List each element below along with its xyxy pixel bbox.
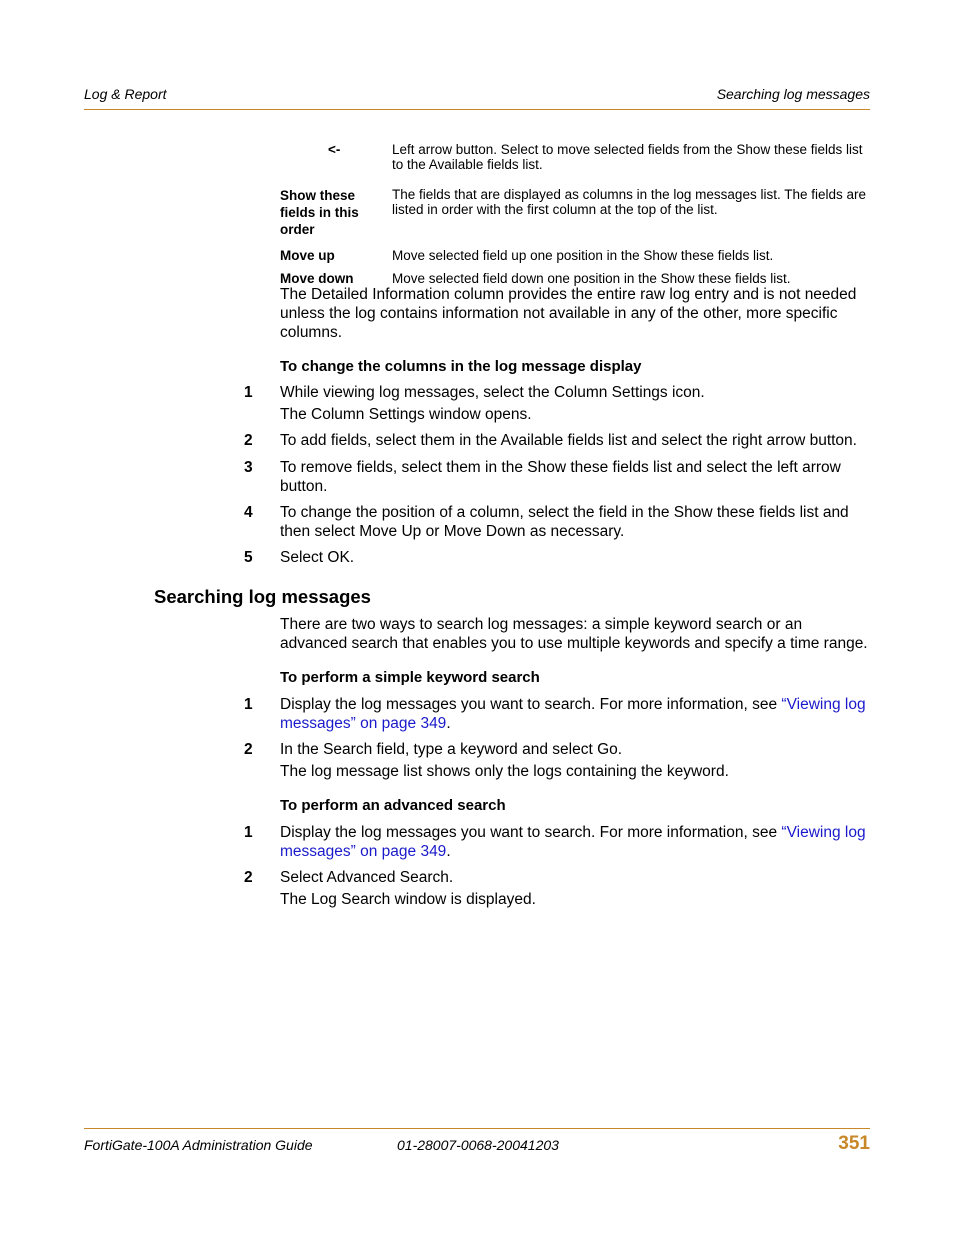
footer-document-number: 01-28007-0068-20041203 [397,1137,559,1153]
definition-desc: Left arrow button. Select to move selected fields from the Show these fields list to the Available fields list. [392,142,863,172]
step-number: 2 [244,741,253,758]
step-text-lead: Display the log messages you want to search. For more information, see [280,696,782,713]
step-text-lead: Display the log messages you want to search. For more information, see [280,824,782,841]
definition-desc: Move selected field down one position in the Show these fields list. [392,271,791,286]
header-rule [84,109,870,110]
section-heading: Searching log messages [154,586,371,607]
step-text: To remove fields, select them in the Show these fields list and select the left arrow button. [280,459,841,495]
definition-row-move-up [280,248,870,263]
step-number: 1 [244,696,253,713]
field-definition-list [280,142,870,286]
running-header-section: Searching log messages [716,86,870,102]
procedure-title-columns: To change the columns in the log message display [280,358,642,375]
step-text-end: . [446,715,451,732]
step-number: 2 [244,869,253,886]
step-number: 1 [244,824,253,841]
page-number: 351 [838,1133,870,1154]
step-note: The log message list shows only the logs containing the keyword. [280,763,729,780]
step-text [280,695,872,733]
footer-guide-title: FortiGate-100A Administration Guide [84,1137,313,1153]
definition-desc: The fields that are displayed as columns in the log messages list. The fields are listed in order with the first column at the top of the list. [392,187,866,217]
definition-desc: Move selected field up one position in the Show these fields list. [392,248,774,263]
step-number: 5 [244,549,253,566]
step-number: 3 [244,459,253,476]
detailed-info-paragraph: The Detailed Information column provides the entire raw log entry and is not needed unless the log contains information not available in any of the other, more specific columns. [280,286,857,341]
step-number: 4 [244,504,253,521]
viewing-log-messages-link[interactable]: “Viewing log messages” on page 349 [280,824,866,860]
step-text: While viewing log messages, select the Column Settings icon. [280,384,705,401]
section-intro-paragraph: There are two ways to search log messages: a simple keyword search or an advanced search that enables you to use multiple keywords and specify a time range. [280,616,868,652]
definition-term: <- [328,142,341,157]
step-text: Select OK. [280,549,355,566]
step-text: To add fields, select them in the Available fields list and select the right arrow button. [280,432,857,449]
definition-term: Move up [280,248,335,263]
procedure-title-simple-search: To perform a simple keyword search [280,669,540,686]
step-text [280,823,872,861]
step-text: To change the position of a column, select the field in the Show these fields list and then select Move Up or Move Down as necessary. [280,504,849,540]
step-text: In the Search field, type a keyword and select Go. [280,741,623,758]
step-number: 1 [244,384,253,401]
footer-rule [84,1128,870,1129]
step-note: The Column Settings window opens. [280,406,532,423]
definition-term: Show these fields in this order [280,188,359,237]
procedure-title-advanced-search: To perform an advanced search [280,797,506,814]
step-number: 2 [244,432,253,449]
step-text-end: . [446,843,451,860]
definition-row-show-fields [280,187,870,238]
step-text: Select Advanced Search. [280,869,454,886]
running-header-chapter: Log & Report [84,86,167,102]
step-note: The Log Search window is displayed. [280,891,536,908]
definition-row-move-down [280,271,870,286]
viewing-log-messages-link[interactable]: “Viewing log messages” on page 349 [280,696,866,732]
definition-row-left-arrow [280,142,870,172]
definition-term: Move down [280,271,354,286]
